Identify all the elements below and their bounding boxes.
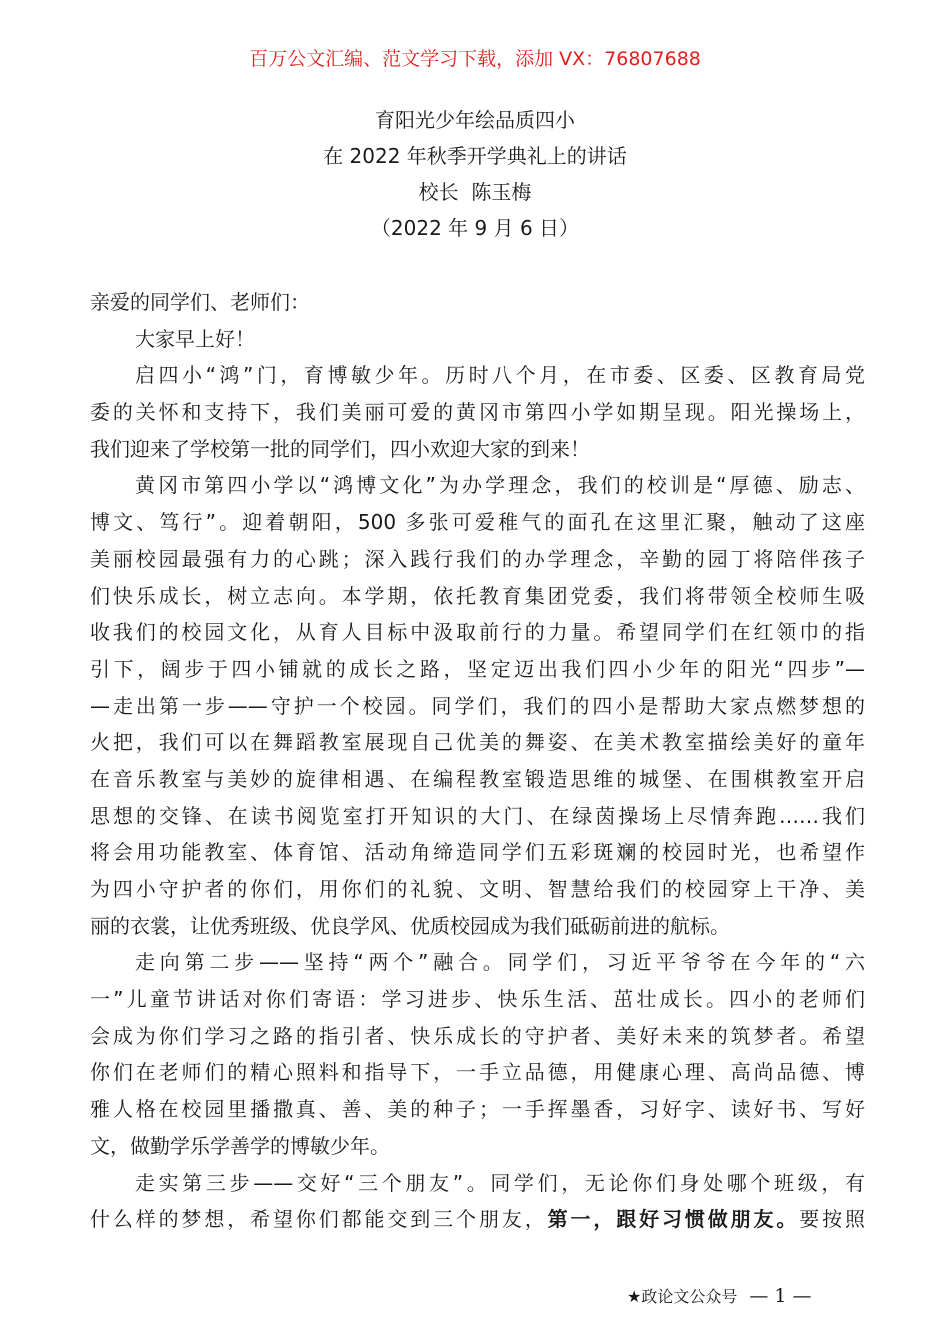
paragraph-line: 丽的衣裳，让优秀班级、优良学风、优质校园成为我们砥砺前进的航标。 (90, 913, 730, 938)
paragraph-line: 启四小“鸿”门，育博敏少年。历时八个月，在市委、区委、区教育局党 (135, 363, 865, 388)
paragraph-line: 走向第二步——坚持“两个”融合。同学们，习近平爷爷在今年的“六 (135, 950, 865, 975)
paragraph-line: 雅人格在校园里播撒真、善、美的种子；一手挥墨香，习好字、读好书、写好 (90, 1097, 865, 1122)
paragraph-line: 一”儿童节讲话对你们寄语：学习进步、快乐生活、茁壮成长。四小的老师们 (90, 987, 865, 1012)
salutation: 亲爱的同学们、老师们： (90, 290, 310, 314)
document-title: 育阳光少年绘品质四小 (375, 108, 575, 132)
page-number: — 1 — (749, 1285, 812, 1307)
paragraph-line-mixed (90, 1201, 865, 1238)
author-line: 校长 陈玉梅 (418, 180, 532, 204)
paragraph-line: 你们在老师们的精心照料和指导下，一手立品德，用健康心理、高尚品德、博 (90, 1060, 865, 1085)
text-run: 什么样的梦想，希望你们都能交到三个朋友， (90, 1207, 548, 1232)
paragraph-line: 引下，阔步于四小铺就的成长之路，坚定迈出我们四小少年的阳光“四步”— (90, 656, 865, 681)
paragraph-line: —走出第一步——守护一个校园。同学们，我们的四小是帮助大家点燃梦想的 (90, 693, 865, 718)
paragraph-line: 收我们的校园文化，从育人目标中汲取前行的力量。希望同学们在红领巾的指 (90, 620, 865, 645)
paragraph-line: 们快乐成长，树立志向。本学期，依托教育集团党委，我们将带领全校师生吸 (90, 583, 865, 608)
paragraph-line: 走实第三步——交好“三个朋友”。同学们，无论你们身处哪个班级，有 (135, 1170, 865, 1195)
speech-body (90, 284, 865, 1238)
paragraph-line: 将会用功能教室、体育馆、活动角缔造同学们五彩斑斓的校园时光，也希望作 (90, 840, 865, 865)
paragraph-line: 为四小守护者的你们，用你们的礼貌、文明、智慧给我们的校园穿上干净、美 (90, 877, 865, 901)
paragraph-line: 美丽校园最强有力的心跳；深入践行我们的办学理念，辛勤的园丁将陪伴孩子 (90, 546, 865, 571)
date-line: （2022 年 9 月 6 日） (370, 216, 580, 240)
paragraph-line: 思想的交锋、在读书阅览室打开知识的大门、在绿茵操场上尽情奔跑……我们 (90, 803, 865, 828)
paragraph-line: 在音乐教室与美妙的旋律相遇、在编程教室锻造思维的城堡、在围棋教室开启 (90, 766, 865, 791)
page-footer (627, 1285, 812, 1308)
paragraph-line: 会成为你们学习之路的指引者、快乐成长的守护者、美好未来的筑梦者。希望 (90, 1023, 865, 1048)
text-run: 要按照 (799, 1207, 866, 1232)
bold-text-run: 第一，跟好习惯做朋友。 (547, 1207, 800, 1232)
paragraph-line: 黄冈市第四小学以“鸿博文化”为办学理念，我们的校训是“厚德、励志、 (135, 473, 865, 498)
document-subtitle: 在 2022 年秋季开学典礼上的讲话 (323, 144, 627, 168)
greeting: 大家早上好！ (135, 326, 255, 351)
paragraph-line: 火把，我们可以在舞蹈教室展现自己优美的舞姿、在美术教室描绘美好的童年 (90, 730, 865, 755)
paragraph-line: 博文、笃行”。迎着朝阳，500 多张可爱稚气的面孔在这里汇聚，触动了这座 (90, 510, 865, 535)
paragraph-line: 委的关怀和支持下，我们美丽可爱的黄冈市第四小学如期呈现。阳光操场上， (90, 400, 865, 425)
paragraph-line: 文，做勤学乐学善学的博敏少年。 (90, 1133, 390, 1158)
footer-label: ★政论文公众号 (627, 1287, 738, 1306)
paragraph-line: 我们迎来了学校第一批的同学们，四小欢迎大家的到来！ (90, 436, 590, 461)
watermark-banner: 百万公文汇编、范文学习下载，添加 VX：76807688 (249, 48, 701, 70)
document-title-block (0, 102, 950, 246)
